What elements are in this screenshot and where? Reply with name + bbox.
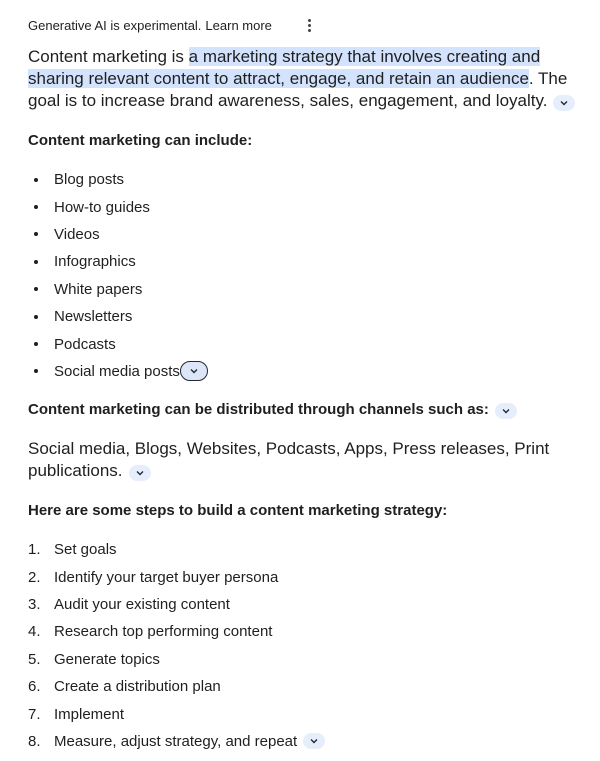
experimental-notice: Generative AI is experimental.: [28, 17, 202, 33]
experimental-notice-bar: [28, 16, 316, 34]
learn-more-link[interactable]: Learn more: [205, 17, 272, 33]
list-item: 3. Audit your existing content: [28, 595, 230, 613]
bullet-icon: [28, 260, 54, 264]
list-item: 2. Identify your target buyer persona: [28, 568, 279, 586]
steps-list: [28, 536, 325, 755]
channels-paragraph: Social media, Blogs, Websites, Podcasts, Apps, Press releases, Print publications.: [28, 439, 550, 480]
bullet-icon: [28, 232, 54, 236]
intro-lead: Content marketing is: [28, 47, 189, 66]
list-item: Blog posts: [28, 166, 208, 193]
intro-highlight: a marketing strategy that involves creating and sharing relevant content to attract, engage, and retain an audience: [28, 47, 541, 88]
more-vert-icon[interactable]: [304, 16, 316, 34]
list-item: 8. Measure, adjust strategy, and repeat: [28, 728, 325, 755]
list-item: Infographics: [28, 248, 208, 275]
bullet-icon: [28, 342, 54, 346]
expand-chevron-icon[interactable]: [553, 95, 575, 111]
list-item: 1. Set goals: [28, 541, 117, 559]
intro-paragraph: [28, 46, 580, 112]
steps-heading: Here are some steps to build a content marketing strategy:: [28, 502, 448, 519]
bullet-icon: [28, 369, 54, 373]
list-item: Podcasts: [28, 330, 208, 357]
bullet-icon: [28, 287, 54, 291]
list-item: How-to guides: [28, 193, 208, 220]
expand-chevron-icon[interactable]: [303, 733, 325, 749]
bullet-icon: [28, 205, 54, 209]
list-item: Newsletters: [28, 303, 208, 330]
include-heading: Content marketing can include:: [28, 132, 253, 149]
expand-chevron-icon[interactable]: [180, 361, 208, 381]
include-list: [28, 166, 208, 385]
list-item: Videos: [28, 221, 208, 248]
list-item: 5. Generate topics: [28, 650, 160, 668]
list-item: White papers: [28, 276, 208, 303]
expand-chevron-icon[interactable]: [495, 403, 517, 419]
list-item: 6. Create a distribution plan: [28, 678, 221, 696]
list-item: 7. Implement: [28, 705, 125, 723]
channels-heading: Content marketing can be distributed through channels such as:: [28, 400, 517, 420]
expand-chevron-icon[interactable]: [129, 465, 151, 481]
list-item: 4. Research top performing content: [28, 623, 273, 641]
bullet-icon: [28, 178, 54, 182]
list-item: Social media posts: [28, 358, 208, 385]
bullet-icon: [28, 315, 54, 319]
intro-tail: . The goal is to increase brand awareness, sales, engagement, and loyalty.: [28, 69, 568, 110]
